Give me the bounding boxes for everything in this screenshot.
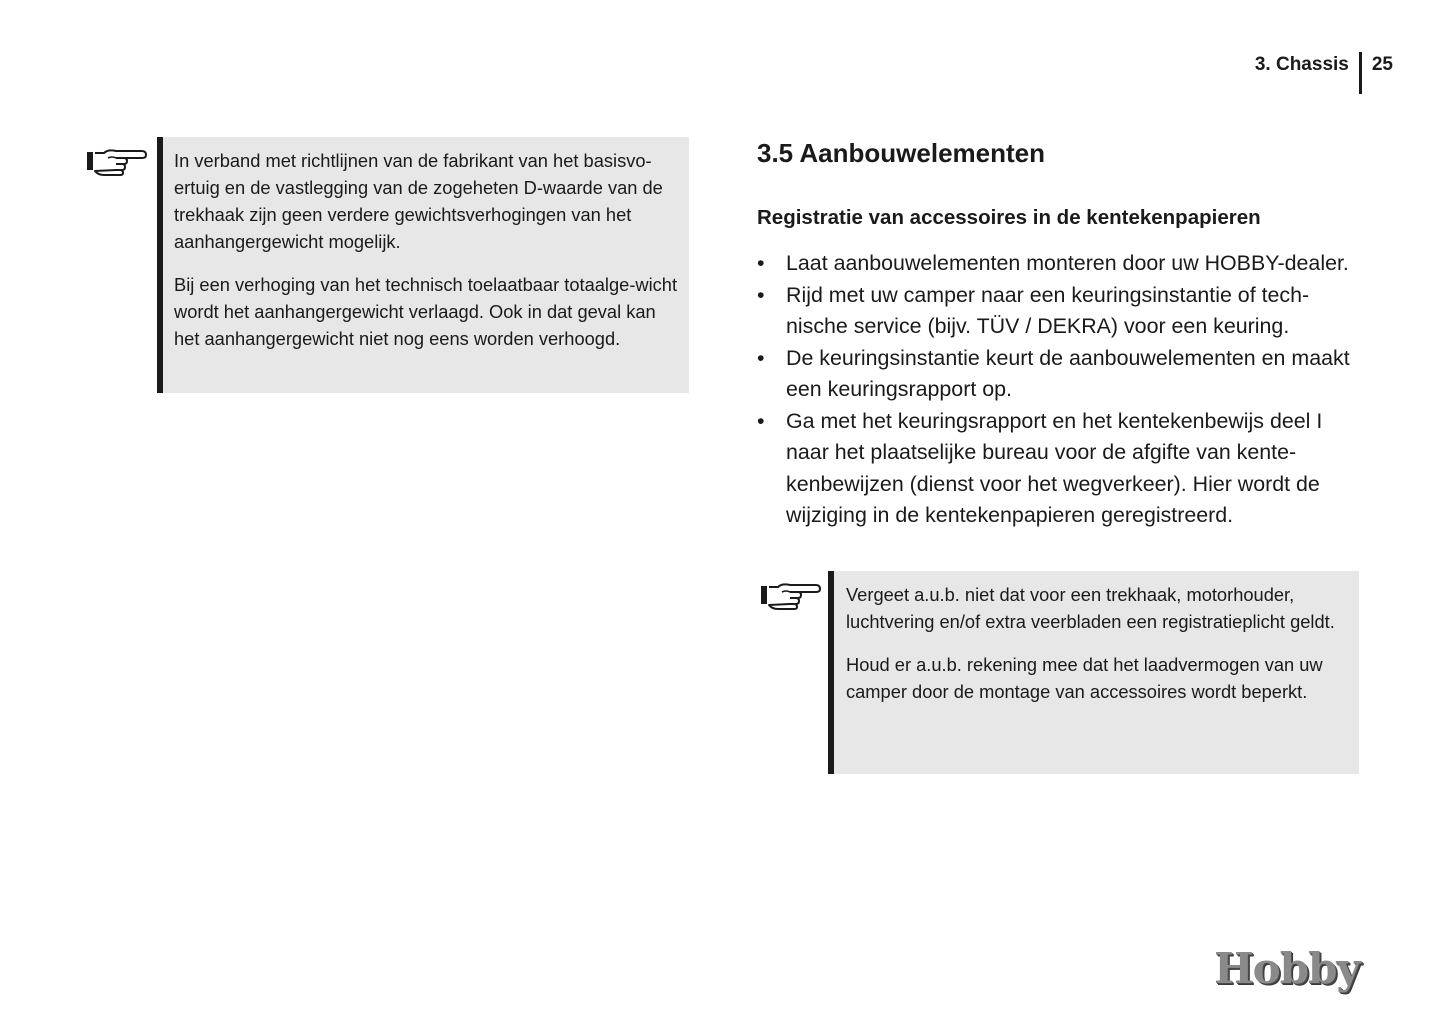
list-item [757, 280, 1367, 343]
pointing-hand-icon [86, 146, 148, 176]
chapter-title: 3. Chassis [1254, 54, 1349, 75]
bullet-dot: • [757, 251, 765, 275]
list-item-text: De keuringsinstantie keurt de aanbouwelementen en maakt een keuringsrapport op. [786, 345, 1350, 401]
section-subheading: Registratie van accessoires in de kentekenpapieren [757, 206, 1261, 229]
note-paragraph: In verband met richtlijnen van de fabrikant van het basisvo-ertuig en de vastlegging van de zogeheten D-waarde van de trekhaak zijn geen verdere gewichtsverhogingen van het aanhangergewicht mogelijk. [174, 150, 663, 252]
list-item [757, 248, 1367, 280]
note-box-registration [828, 571, 1359, 774]
hobby-logo: Hobby [1214, 944, 1360, 993]
note-paragraph: Vergeet a.u.b. niet dat voor een trekhaak, motorhouder, luchtvering en/of extra veerbladen een registratieplicht geldt. [846, 584, 1335, 632]
list-item [757, 406, 1367, 532]
bullet-dot: • [757, 408, 765, 433]
list-item [757, 343, 1367, 406]
list-item-text: Laat aanbouwelementen monteren door uw HOBBY-dealer. [786, 251, 1349, 275]
bullet-list [757, 248, 1367, 532]
page-number: 25 [1371, 54, 1393, 75]
note-paragraph: Houd er a.u.b. rekening mee dat het laadvermogen van uw camper door de montage van accessoires wordt beperkt. [846, 654, 1323, 702]
bullet-dot: • [757, 282, 765, 307]
note-box-towing [157, 137, 689, 393]
note-paragraph: Bij een verhoging van het technisch toelaatbaar totaalge-wicht wordt het aanhangergewicht verlaagd. Ook in dat geval kan het aanhangergewicht niet nog eens worden verhoogd. [174, 274, 678, 349]
pointing-hand-icon [760, 580, 822, 610]
page-header [1255, 52, 1393, 94]
bullet-dot: • [757, 345, 765, 370]
list-item-text: Rijd met uw camper naar een keuringsinstantie of tech-nische service (bijv. TÜV / DEKRA) voor een keuring. [786, 282, 1310, 338]
list-item-text: Ga met het keuringsrapport en het kentekenbewijs deel I naar het plaatselijke bureau voor de afgifte van kente-kenbewijzen (dienst voor het wegverkeer). Hier wordt de wijziging in de kentekenpapieren geregistreerd. [786, 408, 1323, 527]
section-title: 3.5 Aanbouwelementen [757, 138, 1045, 168]
